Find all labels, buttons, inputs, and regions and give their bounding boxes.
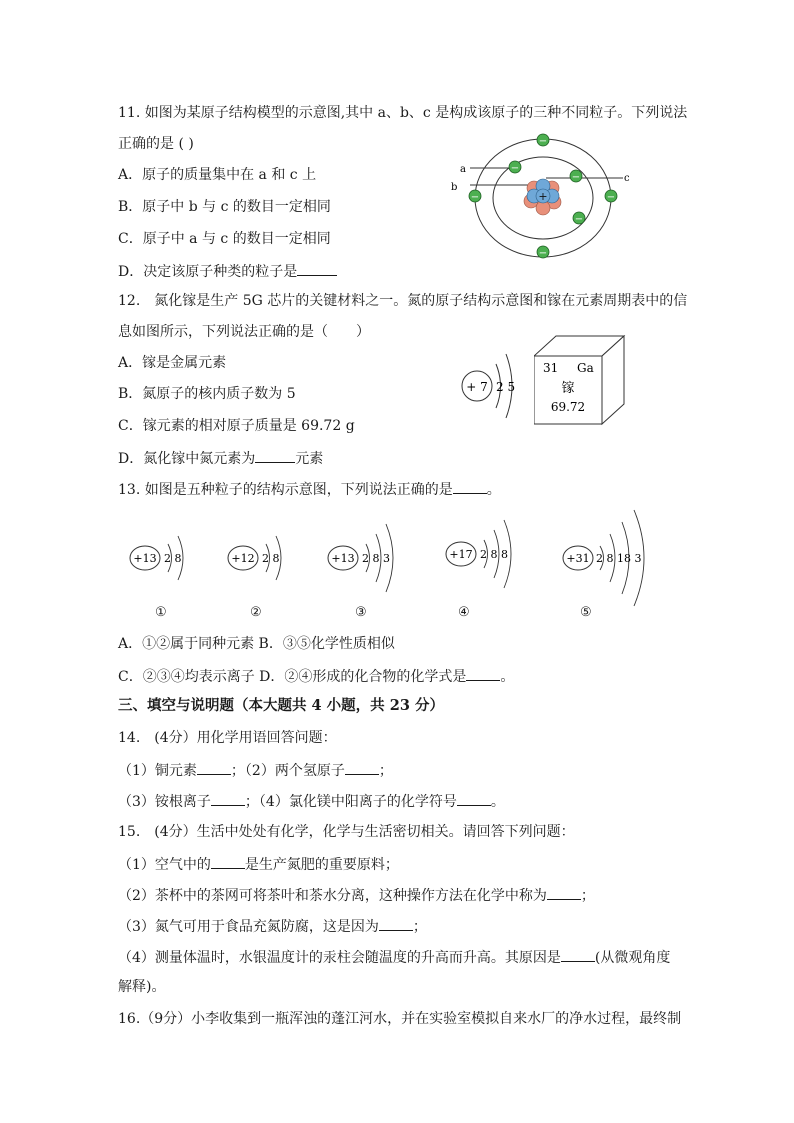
ga-atomic-number: 31	[543, 361, 559, 375]
q12-stem-line1: 12. 氮化镓是生产 5G 芯片的关键材料之一。氮的原子结构示意图和镓在元素周期表中的信	[118, 293, 688, 309]
answer-blank[interactable]	[197, 760, 231, 775]
particle-label-3: ③	[355, 605, 367, 620]
answer-blank[interactable]	[255, 448, 295, 463]
q14-line1	[118, 760, 393, 780]
q12-stem-line2: 息如图所示，下列说法正确的是（ ）	[118, 324, 370, 340]
q12-option-d[interactable]	[118, 448, 323, 468]
q12-option-d-suffix: 元素	[295, 451, 324, 467]
gallium-element-card	[534, 334, 628, 426]
n-nucleus-charge: + 7	[466, 380, 488, 394]
q11-option-a[interactable]: A．原子的质量集中在 a 和 c 上	[118, 167, 317, 183]
svg-text:+: +	[538, 190, 548, 203]
section-title: 三、填空与说明题（本大题共 4 小题，共 23 分）	[118, 697, 444, 714]
ga-symbol: Ga	[577, 361, 594, 375]
particle-label-2: ②	[250, 605, 262, 620]
svg-text:−: −	[571, 172, 581, 183]
q13-stem-end: 。	[486, 482, 501, 498]
q12-option-a[interactable]: A．镓是金属元素	[118, 355, 227, 371]
particle-shells: 2 8 18 3	[596, 552, 642, 565]
q14-part3-label: （3）铵根离子	[118, 794, 211, 810]
q15-line1	[118, 854, 399, 874]
electron	[605, 190, 617, 203]
svg-text:−: −	[538, 136, 548, 147]
q13-options-ab[interactable]: A．①②属于同种元素 B．③⑤化学性质相似	[118, 636, 395, 652]
particle-nucleus: +13	[133, 552, 157, 565]
q14-part2-label: ；（2）两个氢原子	[230, 763, 345, 779]
label-a: a	[460, 164, 466, 175]
q11-option-d-text: D．决定该原子种类的粒子是	[118, 264, 298, 280]
label-b: b	[451, 182, 458, 193]
nitrogen-atom-diagram	[458, 350, 524, 420]
particle-nucleus: +12	[231, 552, 255, 565]
punctuation: ；	[412, 919, 427, 935]
punctuation: ；	[580, 888, 595, 904]
q15-line2	[118, 885, 595, 905]
electron	[573, 212, 585, 225]
answer-blank[interactable]	[297, 261, 337, 276]
q12-option-b[interactable]: B．氮原子的核内质子数为 5	[118, 386, 296, 402]
answer-blank[interactable]	[211, 791, 245, 806]
q15-part4-label: （4）测量体温时，水银温度计的汞柱会随温度的升高而升高。其原因是	[118, 950, 561, 966]
q15-stem: 15. (4分）生活中处处有化学，化学与生活密切相关。请回答下列问题：	[118, 824, 575, 840]
particle-shells: 2 8 3	[362, 552, 390, 565]
q11-stem-line1: 11. 如图为某原子结构模型的示意图,其中 a、b、c 是构成该原子的三种不同粒子。下列说法	[118, 105, 688, 121]
answer-blank[interactable]	[211, 854, 245, 869]
electron	[537, 134, 549, 147]
answer-blank[interactable]	[457, 791, 491, 806]
electron	[469, 190, 481, 203]
particle-nucleus: +31	[566, 552, 590, 565]
q13-options-cd-end: 。	[500, 669, 515, 685]
particle-nucleus: +13	[331, 552, 355, 565]
q14-part4-label: ；（4）氯化镁中阳离子的化学符号	[244, 794, 457, 810]
q15-part1-tail: 是生产氮肥的重要原料；	[244, 857, 399, 873]
answer-blank[interactable]	[453, 479, 487, 494]
electron	[570, 170, 582, 183]
n-shell-electrons: 2 5	[496, 380, 516, 394]
q13-stem	[118, 479, 501, 499]
particle-label-5: ⑤	[580, 605, 592, 620]
electron	[537, 246, 549, 259]
particle-nucleus: +17	[449, 548, 473, 561]
particle-diagram-5	[560, 508, 670, 608]
q15-part3-label: （3）氮气可用于食品充氮防腐，这是因为	[118, 919, 379, 935]
svg-text:−: −	[574, 214, 584, 225]
electron	[509, 161, 521, 174]
particle-diagram-2	[226, 528, 306, 588]
q13-options-cd[interactable]	[118, 666, 514, 686]
svg-text:−: −	[510, 163, 520, 174]
answer-blank[interactable]	[561, 947, 595, 962]
svg-text:−: −	[606, 192, 616, 203]
answer-blank[interactable]	[547, 885, 581, 900]
particle-diagram-1	[128, 528, 208, 588]
nucleus	[524, 179, 561, 215]
svg-text:−: −	[538, 248, 548, 259]
q14-line2	[118, 791, 505, 811]
particle-shells: 2 8	[262, 552, 280, 565]
ga-atomic-mass: 69.72	[550, 400, 586, 414]
answer-blank[interactable]	[379, 916, 413, 931]
q15-line3	[118, 916, 427, 936]
svg-text:−: −	[470, 192, 480, 203]
q11-option-c[interactable]: C．原子中 a 与 c 的数目一定相同	[118, 231, 331, 247]
q11-option-d[interactable]	[118, 261, 337, 281]
particle-shells: 2 8	[164, 552, 182, 565]
q14-part1-label: （1）铜元素	[118, 763, 197, 779]
particle-diagram-3	[326, 520, 416, 596]
q12-option-d-text: D．氮化镓中氮元素为	[118, 451, 256, 467]
ga-name: 镓	[561, 381, 575, 396]
q11-option-b[interactable]: B．原子中 b 与 c 的数目一定相同	[118, 199, 331, 215]
particle-label-1: ①	[155, 605, 167, 620]
q15-line5: 解释)。	[118, 979, 166, 995]
q12-option-c[interactable]: C．镓元素的相对原子质量是 69.72 g	[118, 418, 355, 434]
particle-diagram-4	[444, 516, 536, 594]
q15-line4	[118, 947, 670, 967]
q13-options-cd-text: C．②③④均表示离子 D．②④形成的化合物的化学式是	[118, 669, 467, 685]
q13-stem-text: 13. 如图是五种粒子的结构示意图，下列说法正确的是	[118, 482, 453, 498]
label-c: c	[624, 173, 630, 184]
q15-part1-label: （1）空气中的	[118, 857, 211, 873]
particle-label-4: ④	[458, 605, 470, 620]
q15-part2-label: （2）茶杯中的茶网可将茶叶和茶水分离，这种操作方法在化学中称为	[118, 888, 547, 904]
answer-blank[interactable]	[345, 760, 379, 775]
q15-part4-tail: (从微观角度	[594, 950, 671, 966]
punctuation: 。	[490, 794, 505, 810]
q11-stem-line2: 正确的是 ( )	[118, 136, 194, 152]
q14-stem: 14. (4分）用化学用语回答问题：	[118, 730, 337, 746]
q16-stem: 16.（9分）小李收集到一瓶浑浊的蓬江河水，并在实验室模拟自来水厂的净水过程，最终制	[118, 1011, 682, 1027]
answer-blank[interactable]	[466, 666, 500, 681]
atom-model-figure	[448, 130, 648, 265]
punctuation: ；	[378, 763, 393, 779]
particle-shells: 2 8 8	[480, 548, 508, 561]
